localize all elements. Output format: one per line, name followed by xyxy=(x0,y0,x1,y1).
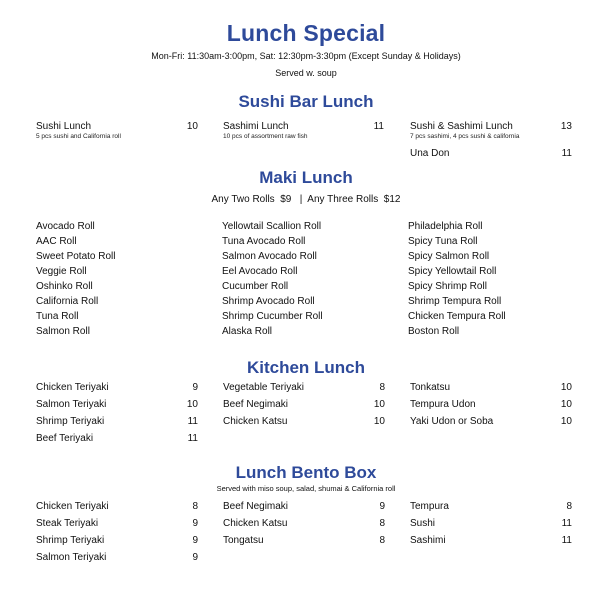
list-item: Tuna Roll xyxy=(36,311,79,322)
list-item: Boston Roll xyxy=(408,326,460,337)
maki-column-3 xyxy=(408,219,506,339)
list-item: Salmon Teriyaki xyxy=(36,552,107,563)
list-item: California Roll xyxy=(36,296,99,307)
list-item: Sushi xyxy=(410,518,436,529)
list-item: AAC Roll xyxy=(36,236,77,247)
list-item: Eel Avocado Roll xyxy=(222,266,298,277)
maki-column-2 xyxy=(222,219,323,339)
list-item: Beef Negimaki xyxy=(223,501,289,512)
item-price: 10 xyxy=(560,416,572,427)
lunch-hours: Mon-Fri: 11:30am-3:00pm, Sat: 12:30pm-3:30pm (Except Sunday & Holidays) xyxy=(151,51,461,61)
list-item: Oshinko Roll xyxy=(36,281,93,292)
item-price: 9 xyxy=(192,382,198,393)
list-item: Salmon Teriyaki xyxy=(36,399,107,410)
sushi-lunch-note: 5 pcs sushi and California roll xyxy=(36,133,121,140)
sushi-sashimi-lunch-note: 7 pcs sashimi, 4 pcs sushi & california xyxy=(410,133,520,140)
maki-column-1 xyxy=(36,219,116,339)
item-price: 10 xyxy=(560,399,572,410)
list-item: Tonkatsu xyxy=(410,382,451,393)
maki-heading: Maki Lunch xyxy=(259,168,353,187)
list-item: Sweet Potato Roll xyxy=(36,251,116,262)
list-item: Salmon Avocado Roll xyxy=(222,251,317,262)
list-item: Yellowtail Scallion Roll xyxy=(222,221,322,232)
item-price: 10 xyxy=(373,399,385,410)
sushi-lunch-price: 10 xyxy=(186,121,198,132)
item-price: 10 xyxy=(186,399,198,410)
list-item: Spicy Shrimp Roll xyxy=(408,281,487,292)
list-item: Tempura Udon xyxy=(410,399,476,410)
item-price: 8 xyxy=(379,535,385,546)
list-item: Tongatsu xyxy=(223,535,264,546)
sashimi-lunch-price: 11 xyxy=(373,121,384,132)
list-item: Tempura xyxy=(410,501,449,512)
list-item: Chicken Katsu xyxy=(223,518,288,529)
list-item: Shrimp Cucumber Roll xyxy=(222,311,323,322)
item-price: 9 xyxy=(379,501,385,512)
bento-note: Served with miso soup, salad, shumai & California roll xyxy=(216,484,396,493)
list-item: Chicken Katsu xyxy=(223,416,288,427)
list-item: Spicy Salmon Roll xyxy=(408,251,490,262)
list-item: Spicy Tuna Roll xyxy=(408,236,478,247)
item-price: 10 xyxy=(560,382,572,393)
item-price: 11 xyxy=(561,535,572,546)
kitchen-heading: Kitchen Lunch xyxy=(246,358,366,377)
list-item: Chicken Tempura Roll xyxy=(408,311,506,322)
una-don-name: Una Don xyxy=(410,148,450,159)
list-item: Chicken Teriyaki xyxy=(36,382,109,393)
item-price: 9 xyxy=(192,518,198,529)
list-item: Yaki Udon or Soba xyxy=(410,416,494,427)
list-item: Salmon Roll xyxy=(36,326,90,337)
maki-pricing: Any Two Rolls $9 | Any Three Rolls $12 xyxy=(211,194,401,205)
item-price: 8 xyxy=(192,501,198,512)
item-price: 8 xyxy=(379,382,385,393)
item-price: 9 xyxy=(192,552,198,563)
list-item: Philadelphia Roll xyxy=(408,221,483,232)
sushi-sashimi-lunch-price: 13 xyxy=(560,121,572,132)
list-item: Chicken Teriyaki xyxy=(36,501,109,512)
list-item: Alaska Roll xyxy=(222,326,273,337)
item-price: 11 xyxy=(187,433,198,444)
served-note: Served w. soup xyxy=(275,68,337,78)
list-item: Sashimi xyxy=(410,535,446,546)
sushi-bar-heading: Sushi Bar Lunch xyxy=(238,92,374,111)
list-item: Beef Teriyaki xyxy=(36,433,94,444)
list-item: Beef Negimaki xyxy=(223,399,289,410)
item-price: 9 xyxy=(192,535,198,546)
bento-heading: Lunch Bento Box xyxy=(235,463,377,482)
list-item: Steak Teriyaki xyxy=(36,518,99,529)
list-item: Shrimp Avocado Roll xyxy=(222,296,315,307)
list-item: Shrimp Tempura Roll xyxy=(408,296,502,307)
list-item: Cucumber Roll xyxy=(222,281,289,292)
sushi-lunch-name: Sushi Lunch xyxy=(36,121,92,132)
list-item: Vegetable Teriyaki xyxy=(223,382,304,393)
sashimi-lunch-note: 10 pcs of assortment raw fish xyxy=(223,133,308,140)
list-item: Tuna Avocado Roll xyxy=(222,236,306,247)
sushi-sashimi-lunch-name: Sushi & Sashimi Lunch xyxy=(410,121,513,132)
item-price: 11 xyxy=(187,416,198,427)
list-item: Shrimp Teriyaki xyxy=(36,535,105,546)
list-item: Veggie Roll xyxy=(36,266,87,277)
item-price: 8 xyxy=(379,518,385,529)
list-item: Shrimp Teriyaki xyxy=(36,416,105,427)
menu-title: Lunch Special xyxy=(226,20,386,46)
list-item: Avocado Roll xyxy=(36,221,95,232)
sashimi-lunch-name: Sashimi Lunch xyxy=(223,121,289,132)
list-item: Spicy Yellowtail Roll xyxy=(408,266,497,277)
item-price: 10 xyxy=(373,416,385,427)
una-don-price: 11 xyxy=(561,148,572,159)
item-price: 11 xyxy=(561,518,572,529)
item-price: 8 xyxy=(566,501,572,512)
